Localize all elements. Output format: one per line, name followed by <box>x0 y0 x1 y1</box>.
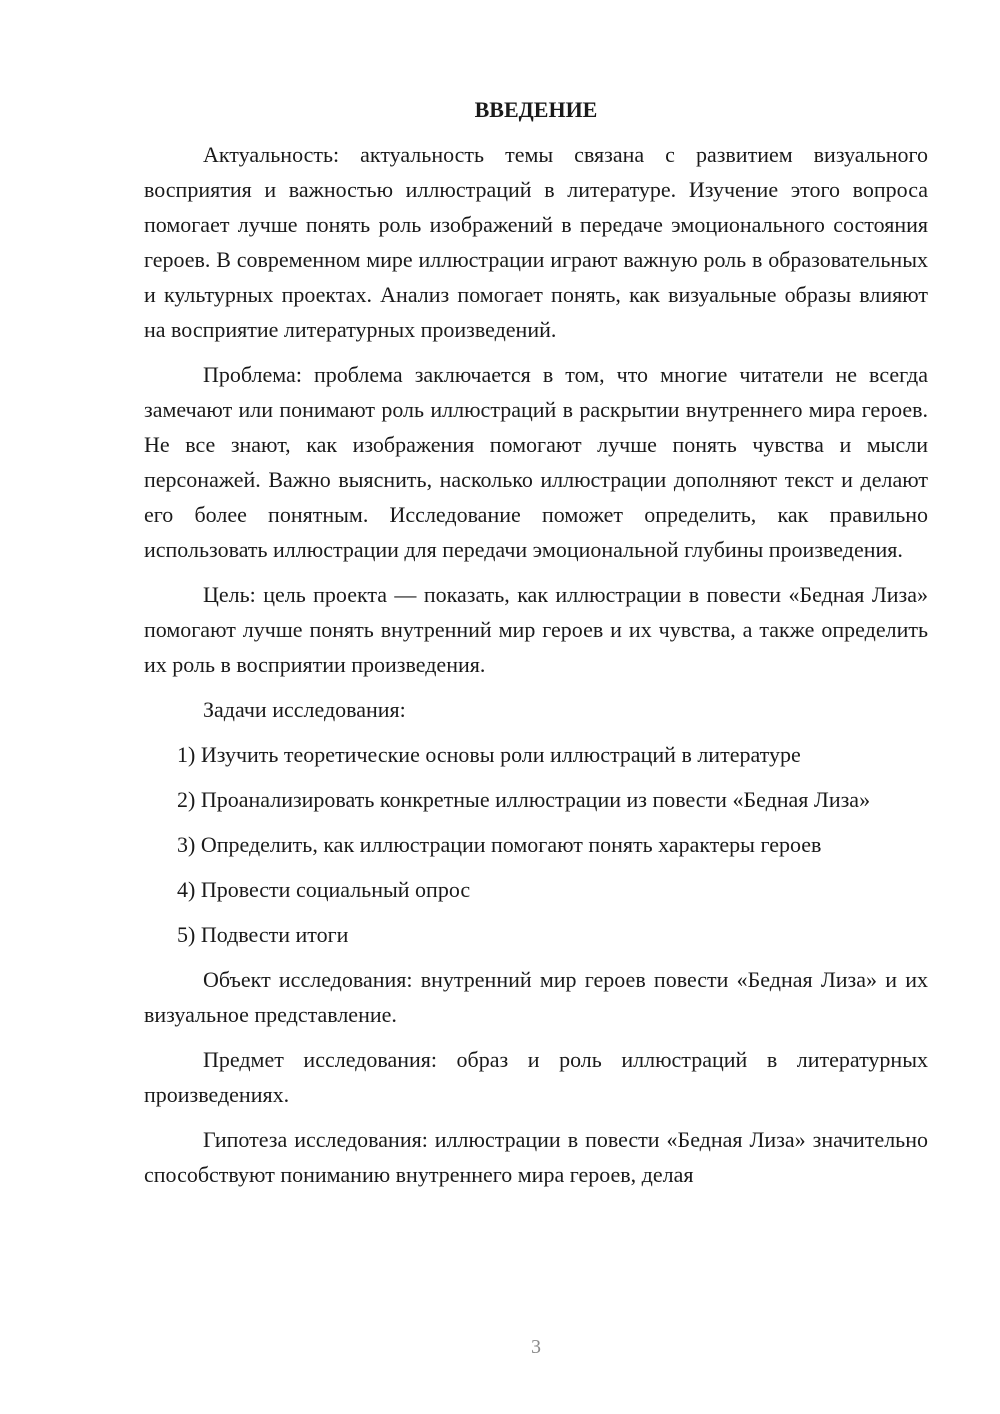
paragraph-problem: Проблема: проблема заключается в том, что многие читатели не всегда замечают или понимают роль иллюстраций в раскрытии внутреннего мира героев. Не все знают, как изображения помогают лучше понять чувства и мысли персонажей. Важно выяснить, насколько иллюстрации дополняют текст и делают его более понятным. Исследование поможет определить, как правильно использовать иллюстрации для передачи эмоциональной глубины произведения. <box>144 362 928 562</box>
task-item: 5) Подвести итоги <box>177 922 349 947</box>
page-number: 3 <box>531 1336 541 1358</box>
task-item: 1) Изучить теоретические основы роли иллюстраций в литературе <box>177 742 801 767</box>
section-heading: ВВЕДЕНИЕ <box>474 97 598 122</box>
paragraph-object: Объект исследования: внутренний мир героев повести «Бедная Лиза» и их визуальное представление. <box>144 967 928 1027</box>
paragraph-goal: Цель: цель проекта — показать, как иллюстрации в повести «Бедная Лиза» помогают лучше понять внутренний мир героев и их чувства, а также определить их роль в восприятии произведения. <box>144 582 928 677</box>
task-item: 4) Провести социальный опрос <box>177 877 471 902</box>
tasks-title: Задачи исследования: <box>203 697 406 722</box>
task-item: 2) Проанализировать конкретные иллюстрации из повести «Бедная Лиза» <box>177 787 871 812</box>
task-item: 3) Определить, как иллюстрации помогают понять характеры героев <box>177 832 822 857</box>
paragraph-relevance: Актуальность: актуальность темы связана с развитием визуального восприятия и важностью иллюстраций в литературе. Изучение этого вопроса помогает лучше понять роль изображений в передаче эмоционального состояния героев. В современном мире иллюстрации играют важную роль в образовательных и культурных проектах. Анализ помогает понять, как визуальные образы влияют на восприятие литературных произведений. <box>144 142 928 342</box>
paragraph-subject: Предмет исследования: образ и роль иллюстраций в литературных произведениях. <box>144 1047 928 1107</box>
paragraph-hypothesis: Гипотеза исследования: иллюстрации в повести «Бедная Лиза» значительно способствуют пониманию внутреннего мира героев, делая <box>144 1127 928 1187</box>
page-content <box>144 92 928 1192</box>
